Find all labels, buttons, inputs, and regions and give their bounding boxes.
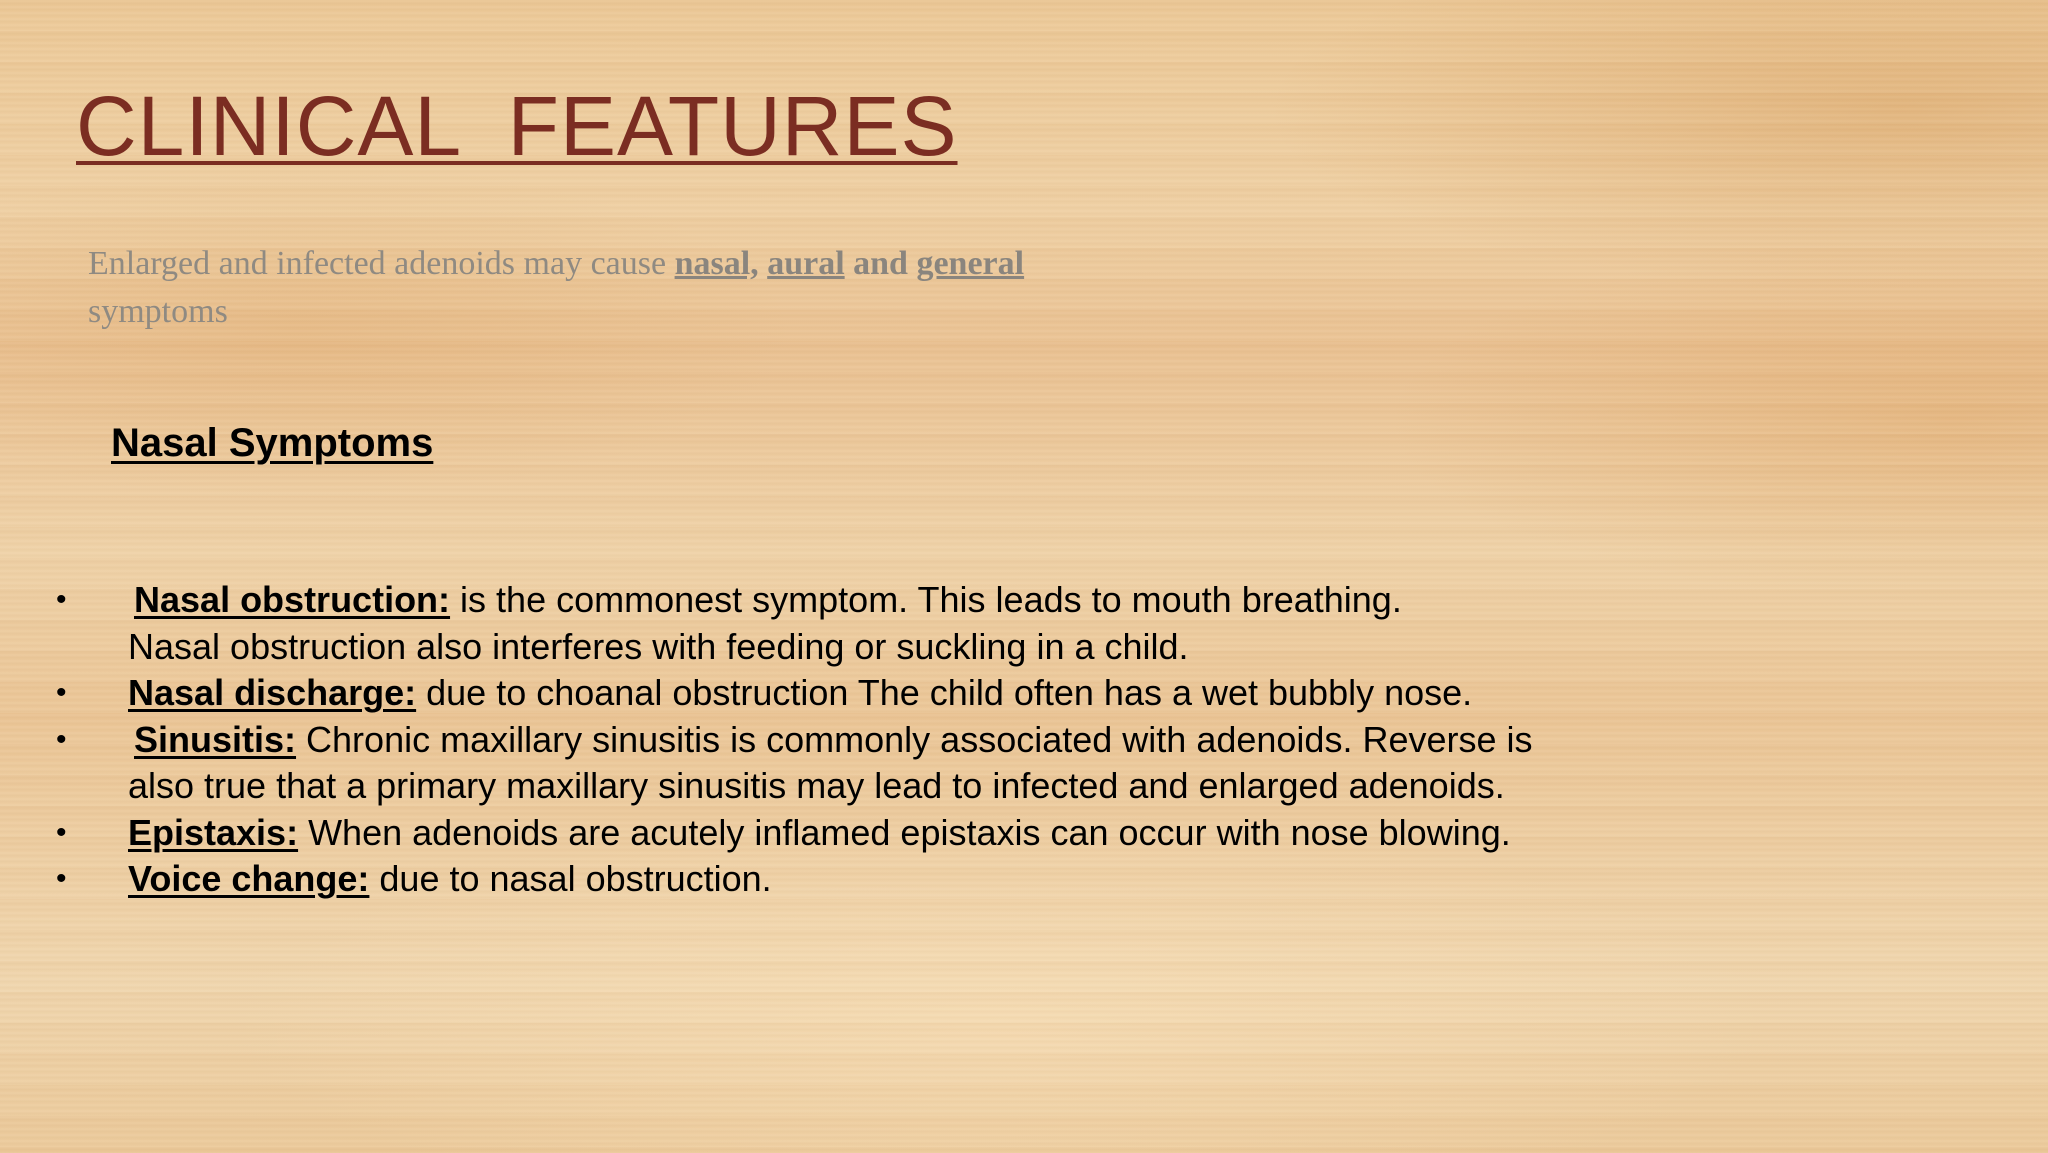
bullet-icon: • xyxy=(56,815,67,849)
bullet-icon: • xyxy=(56,722,67,756)
list-item xyxy=(0,577,1688,670)
list-item xyxy=(0,856,1688,903)
symptom-term: Epistaxis: xyxy=(128,811,299,853)
bullet-icon: • xyxy=(56,862,67,895)
symptom-text: is the commonest symptom. This leads to mouth breathing. xyxy=(450,579,1402,620)
list-item xyxy=(0,717,1688,810)
list-item xyxy=(0,810,1688,857)
symptom-text: due to choanal obstruction The child often has a wet bubbly nose. xyxy=(416,672,1473,713)
intro-text xyxy=(88,240,1168,336)
intro-tail: symptoms xyxy=(88,293,228,330)
intro-conjunction: and xyxy=(844,245,917,282)
intro-keyword-aural: aural xyxy=(767,245,845,282)
symptom-text: When adenoids are acutely inflamed epistaxis can occur with nose blowing. xyxy=(298,811,1511,853)
bullet-icon: • xyxy=(56,676,67,709)
symptom-list xyxy=(0,577,1688,903)
symptom-continuation: also true that a primary maxillary sinusitis may lead to infected and enlarged adenoids. xyxy=(128,765,1505,806)
section-heading: Nasal Symptoms xyxy=(111,421,434,465)
list-item xyxy=(0,670,1688,717)
slide-title: CLINICAL FEATURES xyxy=(76,79,958,173)
symptom-term: Voice change: xyxy=(128,858,370,899)
symptom-continuation: Nasal obstruction also interferes with feeding or suckling in a child. xyxy=(128,625,1189,667)
intro-keyword-nasal: nasal, xyxy=(674,245,759,282)
symptom-term: Nasal discharge: xyxy=(128,672,417,713)
symptom-term: Nasal obstruction: xyxy=(134,579,451,620)
symptom-text: Chronic maxillary sinusitis is commonly associated with adenoids. Reverse is xyxy=(296,718,1533,760)
symptom-term: Sinusitis: xyxy=(134,718,297,760)
bullet-icon: • xyxy=(56,583,67,616)
intro-keyword-general: general xyxy=(916,245,1025,282)
intro-lead: Enlarged and infected adenoids may cause xyxy=(88,245,675,282)
symptom-text: due to nasal obstruction. xyxy=(369,858,772,899)
